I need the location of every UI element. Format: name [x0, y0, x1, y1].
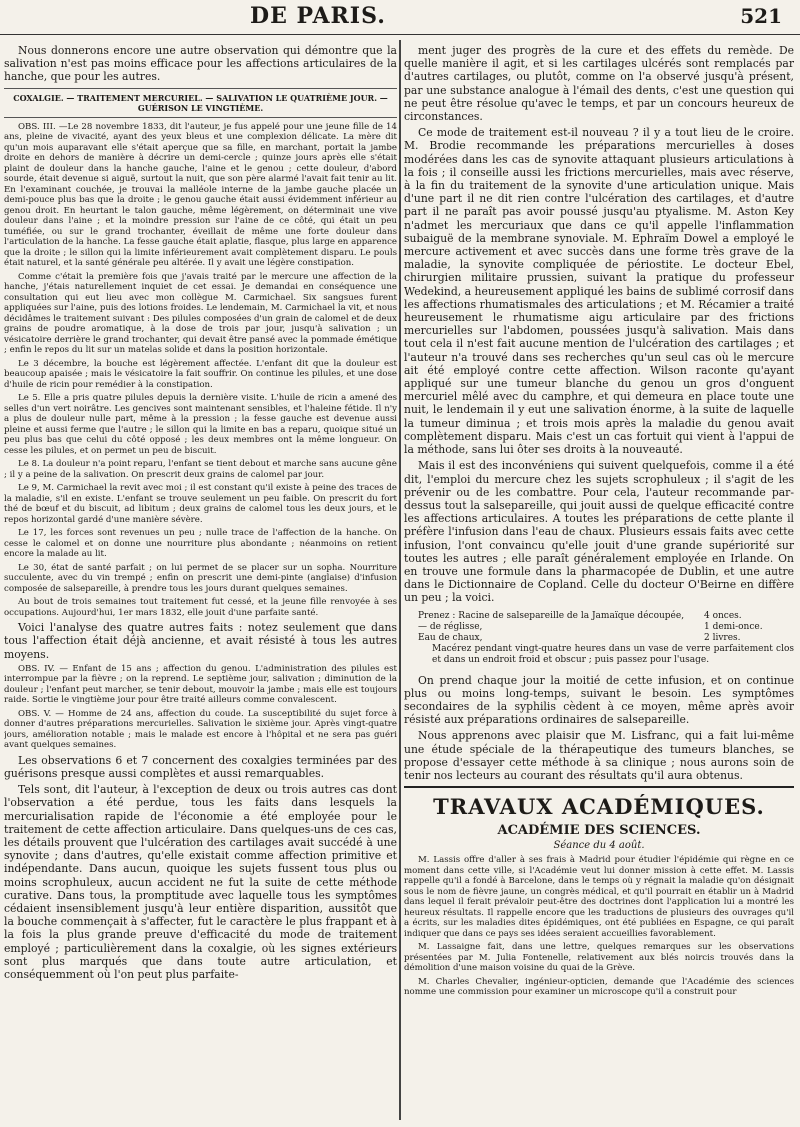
paragraph: Le 3 décembre, la bouche est légèrement affectée. L'enfant dit que la douleur est beaucoup apaisée ; mais le vésicatoire la fait souffrir. On continue les pilules, et une dose d'huile de ricin pour remédier à la constipation.	[4, 358, 397, 390]
divider	[4, 117, 397, 118]
prescription-line	[418, 611, 794, 622]
column-divider	[399, 40, 401, 1120]
prescription-line	[418, 633, 794, 644]
paragraph: On prend chaque jour la moitié de cette infusion, et on continue plus ou moins long-temps, suivant le besoin. Les symptômes secondaires de la syphilis cèdent à ce moyen, même après avoir résisté aux préparations ordinaires de salsepareille.	[404, 673, 794, 727]
paragraph: Voici l'analyse des quatre autres faits : notez seulement que dans tous l'affection était déjà ancienne, et avait résisté à tous les autres moyens.	[4, 621, 397, 661]
right-column	[404, 44, 794, 1121]
paragraph: OBS. III. —Le 28 novembre 1833, dit l'auteur, je fus appelé pour une jeune fille de 14 ans, pleine de vivacité, ayant des yeux bleus et une complexion délicate. La mère dit qu'un mois auparavant elle s'était aperçue que sa fille, en marchant, portait la jambe droite en dehors de manière à décrire un demi-cercle ; quinze jours après elle s'était plaint de douleur dans la hanche gauche, l'aine et le genou ; cette douleur, d'abord sourde, était devenue si aiguë, surtout la nuit, que son père alarmé l'avait fait tenir au lit. En l'examinant couchée, je trouvai la malléole interne de la jambe gauche placée un demi-pouce plus bas que la droite ; le genou gauche était aussi évidemment inférieur au genou droit. En heurtant le talon gauche, même légèrement, on déterminait une vive douleur dans l'aine ; et la moindre pression sur l'aine de ce côté, qui était un peu tuméfiée, ou sur le grand trochanter, éveillait de même une forte douleur dans l'articulation de la hanche. La fesse gauche était aplatie, flasque, plus large en apparence que la droite ; le sillon qui la limite inférieurement avait complètement disparu. Le pouls était naturel, et la santé générale peu altérée. Il y avait une légère constipation.	[4, 121, 397, 269]
quantity: 4 onces.	[704, 610, 742, 621]
section-title: TRAVAUX ACADÉMIQUES.	[433, 794, 765, 820]
paragraph: Le 9, M. Carmichael la revit avec moi ; il est constant qu'il existe à peine des traces de la maladie, s'il en existe. L'enfant se trouve seulement un peu faible. On prescrit du fort thé de bœuf et du biscuit, ad libitum ; deux grains de calomel tous les deux jours, et le repos horizontal gardé d'une manière sévère.	[4, 483, 397, 525]
paragraph: Ce mode de traitement est-il nouveau ? il y a tout lieu de le croire. M. Brodie recommande les préparations mercurielles à doses modérées dans les cas de synovite attaquant plusieurs articulations à la fois ; il conseille aussi les frictions mercurielles, mais avec réserve, à la fin du traitement de la synovite d'une articulation unique. Mais d'une part il ne dit rien contre l'ulcération des cartilages, et d'autre part il ne paraît pas avoir poussé jusqu'au ptyalisme. M. Aston Key n'admet les mercuriaux que dans ce qu'il appelle l'inflammation subaiguë de la membrane synoviale. M. Ephraïm Dowel a employé le mercure activement et avec succès dans une forme très grave de la maladie, la synovite compliquée de périostite. Le docteur Ebel, chirurgien militaire prussien, suivant la pratique du professeur Wedekind, a heureusement appliqué les bains de sublimé corrosif dans les affections rhumatismales des articulations ; et M. Récamier a traité heureusement le rhumatisme aigu articulaire par des frictions mercurielles sur l'abdomen, poussées jusqu'à salivation. Mais dans tout cela il n'est fait aucune mention de l'ulcération des cartilages ; et l'auteur n'a trouvé dans ses recherches qu'un seul cas où le mercure ait été employé contre cette affection. Wilson raconte qu'ayant appliqué sur une tumeur blanche du genou un gros d'onguent mercuriel mêlé avec du camphre, et qui demeura en place toute une nuit, le lendemain il y eut une salivation énorme, à la suite de laquelle la tumeur diminua ; et trois mois après la maladie du genou avait complètement disparu. Mais c'est un cas fortuit qui vient à l'appui de la méthode, sans lui ôter ses droits à la nouveauté.	[404, 126, 794, 457]
paragraph: Tels sont, dit l'auteur, à l'exception de deux ou trois autres cas dont l'observation a été perdue, tous les faits dans lesquels la mercurialisation rapide de l'économie a été employée pour le traitement de cette affection articulaire. Dans quelques-uns de ces cas, les détails prouvent que l'ulcération des cartilages avait succédé à une synovite ; dans d'autres, qu'elle existait comme affection primitive et indépendante. Dans aucun, quoique les sujets fussent tous plus ou moins scrophuleux, aucun accident ne fut la suite de cette méthode curative. Dans tous, la promptitude avec laquelle tous les symptômes cédaient insensiblement jusqu'à leur entière disparition, aussitôt que la bouche commençait à s'affecter, fut le caractère le plus frappant et à la fois la plus grande preuve d'efficacité du mode de traitement employé ; particulièrement dans la coxalgie, où les signes extérieurs sont plus marqués que dans toute autre articulation, et conséquemment où l'on peut plus parfaite-	[4, 783, 397, 981]
paragraph: M. Lassis offre d'aller à ses frais à Madrid pour étudier l'épidémie qui règne en ce moment dans cette ville, si l'Académie veut lui donner mission à cette effet. M. Lassis rappelle qu'il a fondé à Barcelone, dans le temps où y régnait la maladie qu'on désignait sous le nom de fièvre jaune, un congrès médical, et qu'il pourrait en établir un à Madrid dans lequel il ferait prévaloir peut-être des doctrines dont l'application lui a montré les heureux résultats. Il rappelle encore que les traductions de plusieurs des ouvrages qu'il a écrits, sur les maladies dites épidémiques, ont été publiées en Espagne, ce qui paraît indiquer que dans ce pays ses idées seraient accueillies favorablement.	[404, 855, 794, 939]
masthead-title: DE PARIS.	[250, 3, 386, 29]
paragraph: Comme c'était la première fois que j'avais traité par le mercure une affection de la hanche, j'étais naturellement inquiet de cet essai. Je demandai en conséquence une consultation qui eut lieu avec mon collègue M. Carmichael. Six sangsues furent appliquées sur l'aine, puis des lotions froides. Le lendemain, M. Carmichael la vit, et nous décidâmes le traitement suivant : Des pilules composées d'un grain de calomel et de deux grains de poudre aromatique, à la dose de trois par jour, jusqu'à salivation ; un vésicatoire derrière le grand trochanter, qui devait être pansé avec la pommade émétique ; enfin le repos du lit sur un matelas solide et dans la position horizontale.	[4, 271, 397, 356]
paragraph: Nous apprenons avec plaisir que M. Lisfranc, qui a fait lui-même une étude spéciale de la thérapeutique des tumeurs blanches, se propose d'essayer cette méthode à sa clinique ; nous aurons soin de tenir nos lecteurs au courant des résultats qu'il aura obtenus.	[404, 729, 794, 782]
divider	[4, 88, 397, 89]
section-rule	[404, 786, 794, 788]
paragraph: Au bout de trois semaines tout traitement fut cessé, et la jeune fille renvoyée à ses occupations. Aujourd'hui, 1er mars 1832, elle jouit d'une parfaite santé.	[4, 597, 397, 618]
ingredient: Eau de chaux,	[418, 632, 483, 643]
case-heading: COXALGIE. — TRAITEMENT MERCURIEL. — SALIVATION LE QUATRIÈME JOUR. — GUÉRISON LE VINGTIÈME.	[13, 92, 388, 113]
quantity: 1 demi-once.	[704, 621, 763, 632]
paragraph: OBS. V. — Homme de 24 ans, affection du coude. La susceptibilité du sujet force à donner d'autres préparations mercurielles. Salivation le sixième jour. Après vingt-quatre jours, amélioration notable ; mais le malade est encore à l'hôpital et ne sera pas guéri avant quelques semaines.	[4, 708, 397, 751]
paragraph: Le 30, état de santé parfait ; on lui permet de se placer sur un sopha. Nourriture succulente, avec du vin trempé ; enfin on prescrit une demi-pinte (anglaise) d'infusion composée de salsepareille, à prendre tous les jours durant quelques semaines.	[4, 562, 397, 594]
left-column	[4, 44, 397, 1121]
paragraph: M. Charles Chevalier, ingénieur-opticien, demande que l'Académie des sciences nomme une commission pour examiner un microscope qu'il a construit pour	[404, 976, 794, 998]
prescription-note: Macérez pendant vingt-quatre heures dans un vase de verre parfaitement clos et dans un endroit froid et obscur ; puis passez pour l'usage.	[432, 643, 794, 665]
paragraph: ment juger des progrès de la cure et des effets du remède. De quelle manière il agit, et si les cartilages ulcérés sont remplacés par d'autres cartilages, ou plutôt, comme on l'a observé jusqu'à présent, par une substance analogue à l'émail des dents, c'est une question qui ne peut être résolue qu'avec le temps, et par un concours heureux de circonstances.	[404, 44, 794, 124]
paragraph: Le 5. Elle a pris quatre pilules depuis la dernière visite. L'huile de ricin a amené des selles d'un vert noirâtre. Les gencives sont maintenant sensibles, et l'haleine fétide. Il n'y a plus de douleur nulle part, même à la pression ; la fesse gauche est devenue aussi pleine et aussi ferme que l'autre ; le sillon qui la limite en bas a reparu, quoique situé un peu plus bas que celui du côté opposé ; les deux membres ont la même longueur. On cesse les pilules, et on permet un peu de biscuit.	[4, 393, 397, 456]
paragraph: Mais il est des inconvéniens qui suivent quelquefois, comme il a été dit, l'emploi du mercure chez les sujets scrophuleux ; il s'agit de les prévenir ou de les combattre. Pour cela, l'auteur recommande par-dessus tout la salsepareille, qui jouit aussi de quelque efficacité contre les affections articulaires. A toutes les préparations de cette plante il préfère l'infusion dans l'eau de chaux. Plusieurs essais faits avec cette infusion, l'ont convaincu qu'elle jouit d'une grande supériorité sur toutes les autres ; elle paraît généralement employée en Irlande. On en trouve une formule dans la pharmacopée de Dublin, et une autre dans le Dictionnaire de Copland. Celle du docteur O'Beirne en diffère un peu ; la voici.	[404, 459, 794, 605]
prescription-line	[418, 622, 794, 633]
paragraph: M. Lassaigne fait, dans une lettre, quelques remarques sur les observations présentées par M. Julia Fontenelle, relativement aux blés noircis trouvés dans la démolition d'une maison voisine du quai de la Grève.	[404, 942, 794, 974]
intro-paragraph: Nous donnerons encore une autre observation qui démontre que la salivation n'est pas moins efficace pour les affections articulaires de la hanche, que pour les autres.	[4, 44, 397, 84]
masthead	[0, 0, 800, 35]
quantity: 2 livres.	[704, 632, 741, 643]
paragraph: Le 17, les forces sont revenues un peu ; nulle trace de l'affection de la hanche. On cesse le calomel et on donne une nourriture plus abondante ; néanmoins on retient encore la malade au lit.	[4, 528, 397, 560]
paragraph: OBS. IV. — Enfant de 15 ans ; affection du genou. L'administration des pilules est interrompue par la fièvre ; on la reprend. Le septième jour, salivation ; diminution de la douleur ; l'enfant peut marcher, se tenir debout, mouvoir la jambe ; mais elle est toujours raide. Sortie le vingtième jour pour être traité ailleurs comme convalescent.	[4, 663, 397, 706]
subsection-title: ACADÉMIE DES SCIENCES.	[497, 823, 701, 839]
paragraph: Le 8. La douleur n'a point reparu, l'enfant se tient debout et marche sans aucune gêne ; il y a peine de la salivation. On prescrit deux grains de calomel par jour.	[4, 459, 397, 480]
prescription	[418, 611, 794, 666]
page-number: 521	[740, 4, 782, 28]
ingredient: — de réglisse,	[418, 621, 483, 632]
ingredient: Prenez : Racine de salsepareille de la Jamaïque découpée,	[418, 610, 685, 621]
paragraph: Les observations 6 et 7 concernent des coxalgies terminées par des guérisons presque aussi complètes et aussi remarquables.	[4, 753, 397, 780]
session-date: Séance du 4 août.	[553, 840, 645, 852]
